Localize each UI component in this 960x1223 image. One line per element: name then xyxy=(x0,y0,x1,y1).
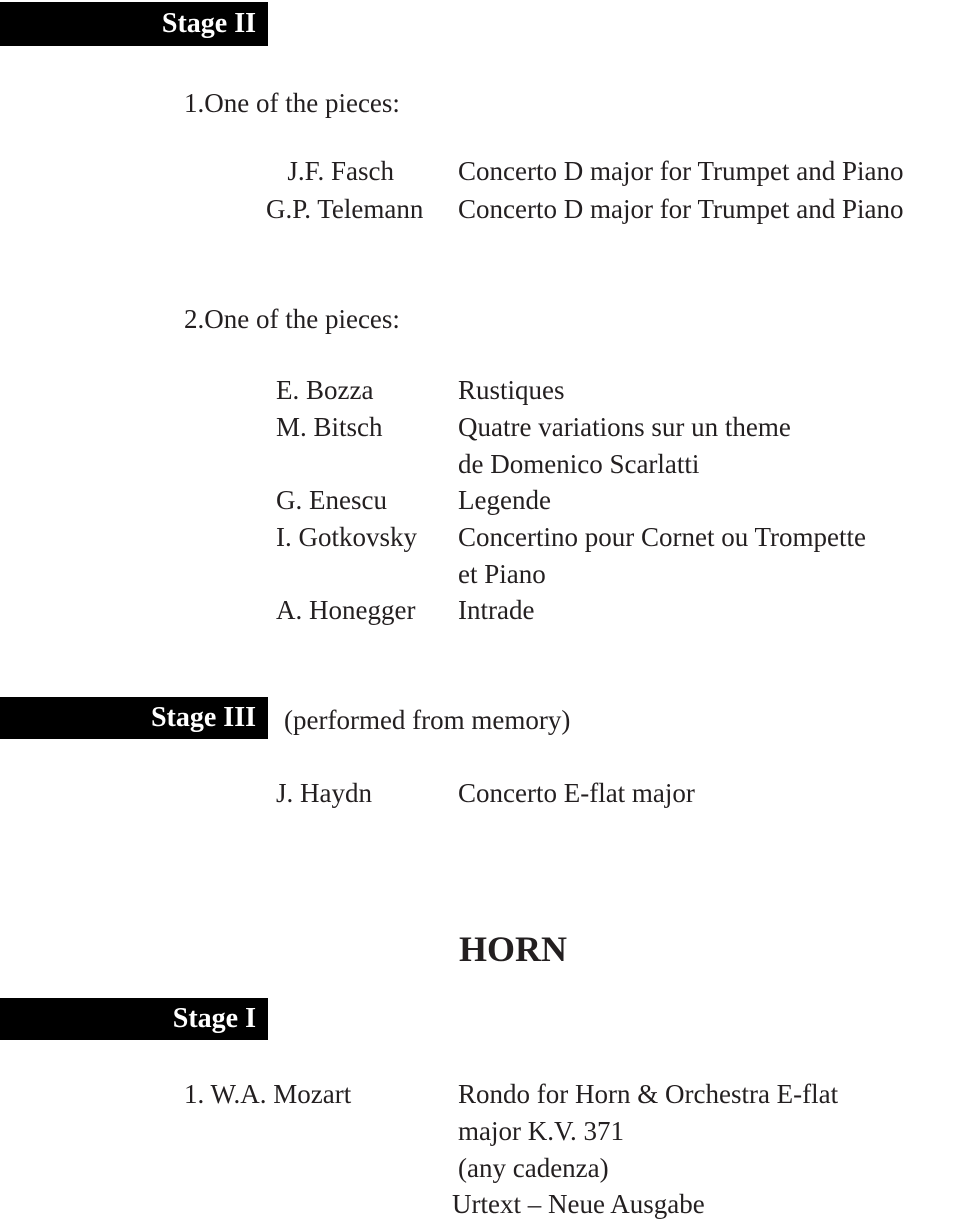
title-telemann: Concerto D major for Trumpet and Piano xyxy=(458,194,904,224)
title-bitsch-cont: de Domenico Scarlatti xyxy=(458,449,700,479)
composer-enescu: G. Enescu xyxy=(276,485,387,515)
title-bozza: Rustiques xyxy=(458,375,565,405)
composer-mozart: 1. W.A. Mozart xyxy=(184,1079,352,1109)
title-honegger: Intrade xyxy=(458,595,535,625)
title-enescu: Legende xyxy=(458,485,551,515)
title-haydn: Concerto E-flat major xyxy=(458,778,695,808)
title-gotkovsky: Concertino pour Cornet ou Trompette xyxy=(458,522,866,552)
title-mozart-line-4: Urtext – Neue Ausgabe xyxy=(452,1189,705,1219)
title-bitsch: Quatre variations sur un theme xyxy=(458,412,791,442)
composer-bozza: E. Bozza xyxy=(276,375,374,405)
title-mozart-line-1: Rondo for Horn & Orchestra E-flat xyxy=(458,1079,839,1109)
composer-honegger: A. Honegger xyxy=(276,595,416,625)
composer-gotkovsky: I. Gotkovsky xyxy=(276,522,417,552)
horn-heading: HORN xyxy=(459,929,567,969)
stage-iii-note: (performed from memory) xyxy=(284,705,571,735)
section-1-heading: 1.One of the pieces: xyxy=(184,88,400,118)
composer-bitsch: M. Bitsch xyxy=(276,412,383,442)
section-2-heading: 2.One of the pieces: xyxy=(184,304,400,334)
title-mozart-line-2: major K.V. 371 xyxy=(458,1116,624,1146)
title-gotkovsky-cont: et Piano xyxy=(458,559,546,589)
composer-telemann: G.P. Telemann xyxy=(266,194,424,224)
stage-iii-header: Stage III xyxy=(0,697,268,739)
title-fasch: Concerto D major for Trumpet and Piano xyxy=(458,156,904,186)
stage-ii-header: Stage II xyxy=(0,2,268,46)
composer-fasch: J.F. Fasch xyxy=(287,156,394,186)
stage-i-header: Stage I xyxy=(0,998,268,1040)
title-mozart-line-3: (any cadenza) xyxy=(458,1153,609,1183)
composer-haydn: J. Haydn xyxy=(276,778,372,808)
